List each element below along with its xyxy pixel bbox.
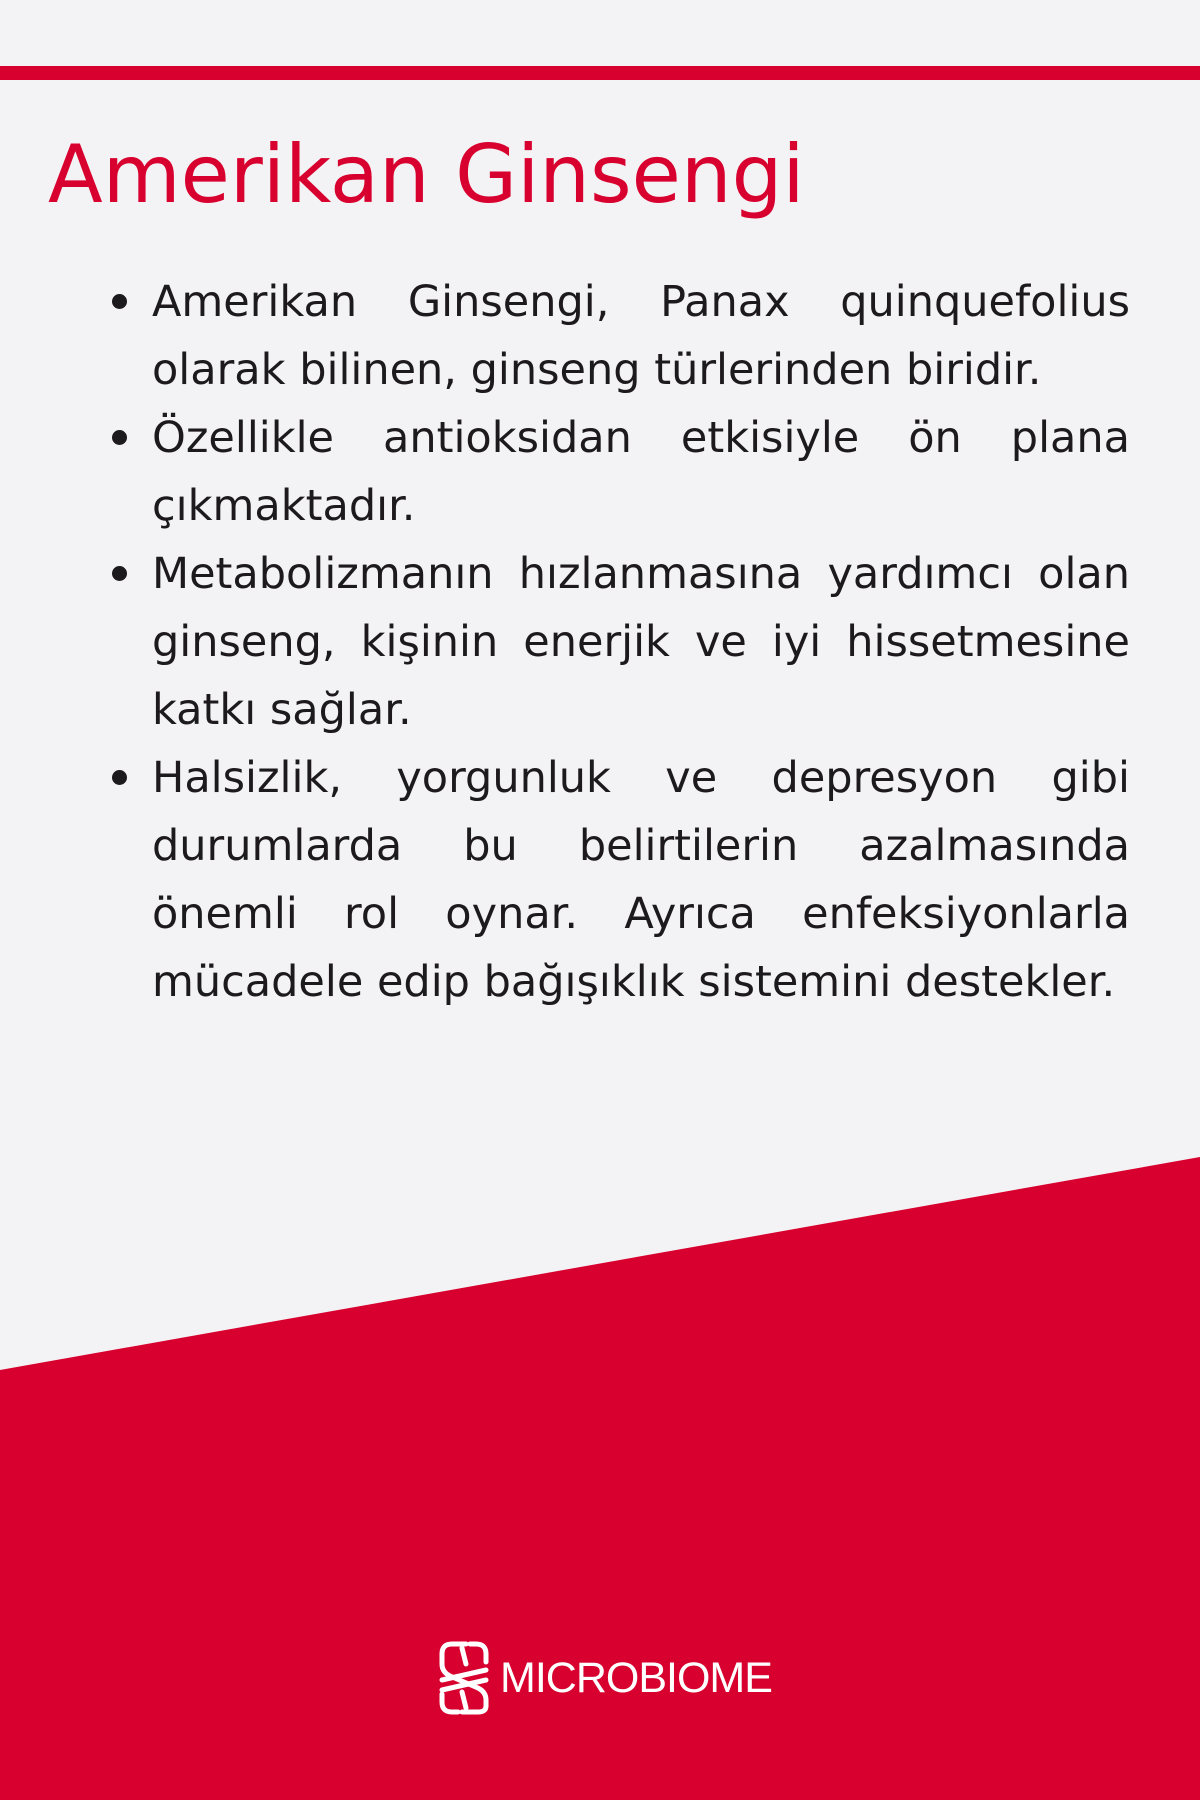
bullet-text: Metabolizmanın hızlanmasına yardımcı olan ginseng, kişinin enerjik ve iyi hissetmesine katkı sağlar. — [152, 549, 1130, 735]
bullet-dot-icon — [112, 566, 127, 581]
bullet-item — [152, 744, 1130, 1016]
bullet-item — [152, 540, 1130, 744]
brand-name: MICROBIOME — [500, 1653, 772, 1702]
bullet-text: Halsizlik, yorgunluk ve depresyon gibi durumlarda bu belirtilerin azalmasında önemli rol oynar. Ayrıca enfeksiyonlarla mücadele edip bağışıklık sistemini destekler. — [152, 753, 1130, 1007]
top-accent-rule — [0, 66, 1200, 80]
bullet-item — [152, 268, 1130, 404]
bullet-item — [152, 404, 1130, 540]
bullet-text: Amerikan Ginsengi, Panax quinquefolius olarak bilinen, ginseng türlerinden biridir. — [152, 277, 1130, 395]
bullet-dot-icon — [112, 430, 127, 445]
page-title: Amerikan Ginsengi — [48, 128, 805, 221]
bullet-text: Özellikle antioksidan etkisiyle ön plana çıkmaktadır. — [152, 413, 1130, 531]
brand-logo — [436, 1640, 772, 1716]
dna-helix-icon — [436, 1640, 492, 1716]
bullet-dot-icon — [112, 770, 127, 785]
bullet-dot-icon — [112, 294, 127, 309]
bullet-list — [152, 268, 1130, 1016]
